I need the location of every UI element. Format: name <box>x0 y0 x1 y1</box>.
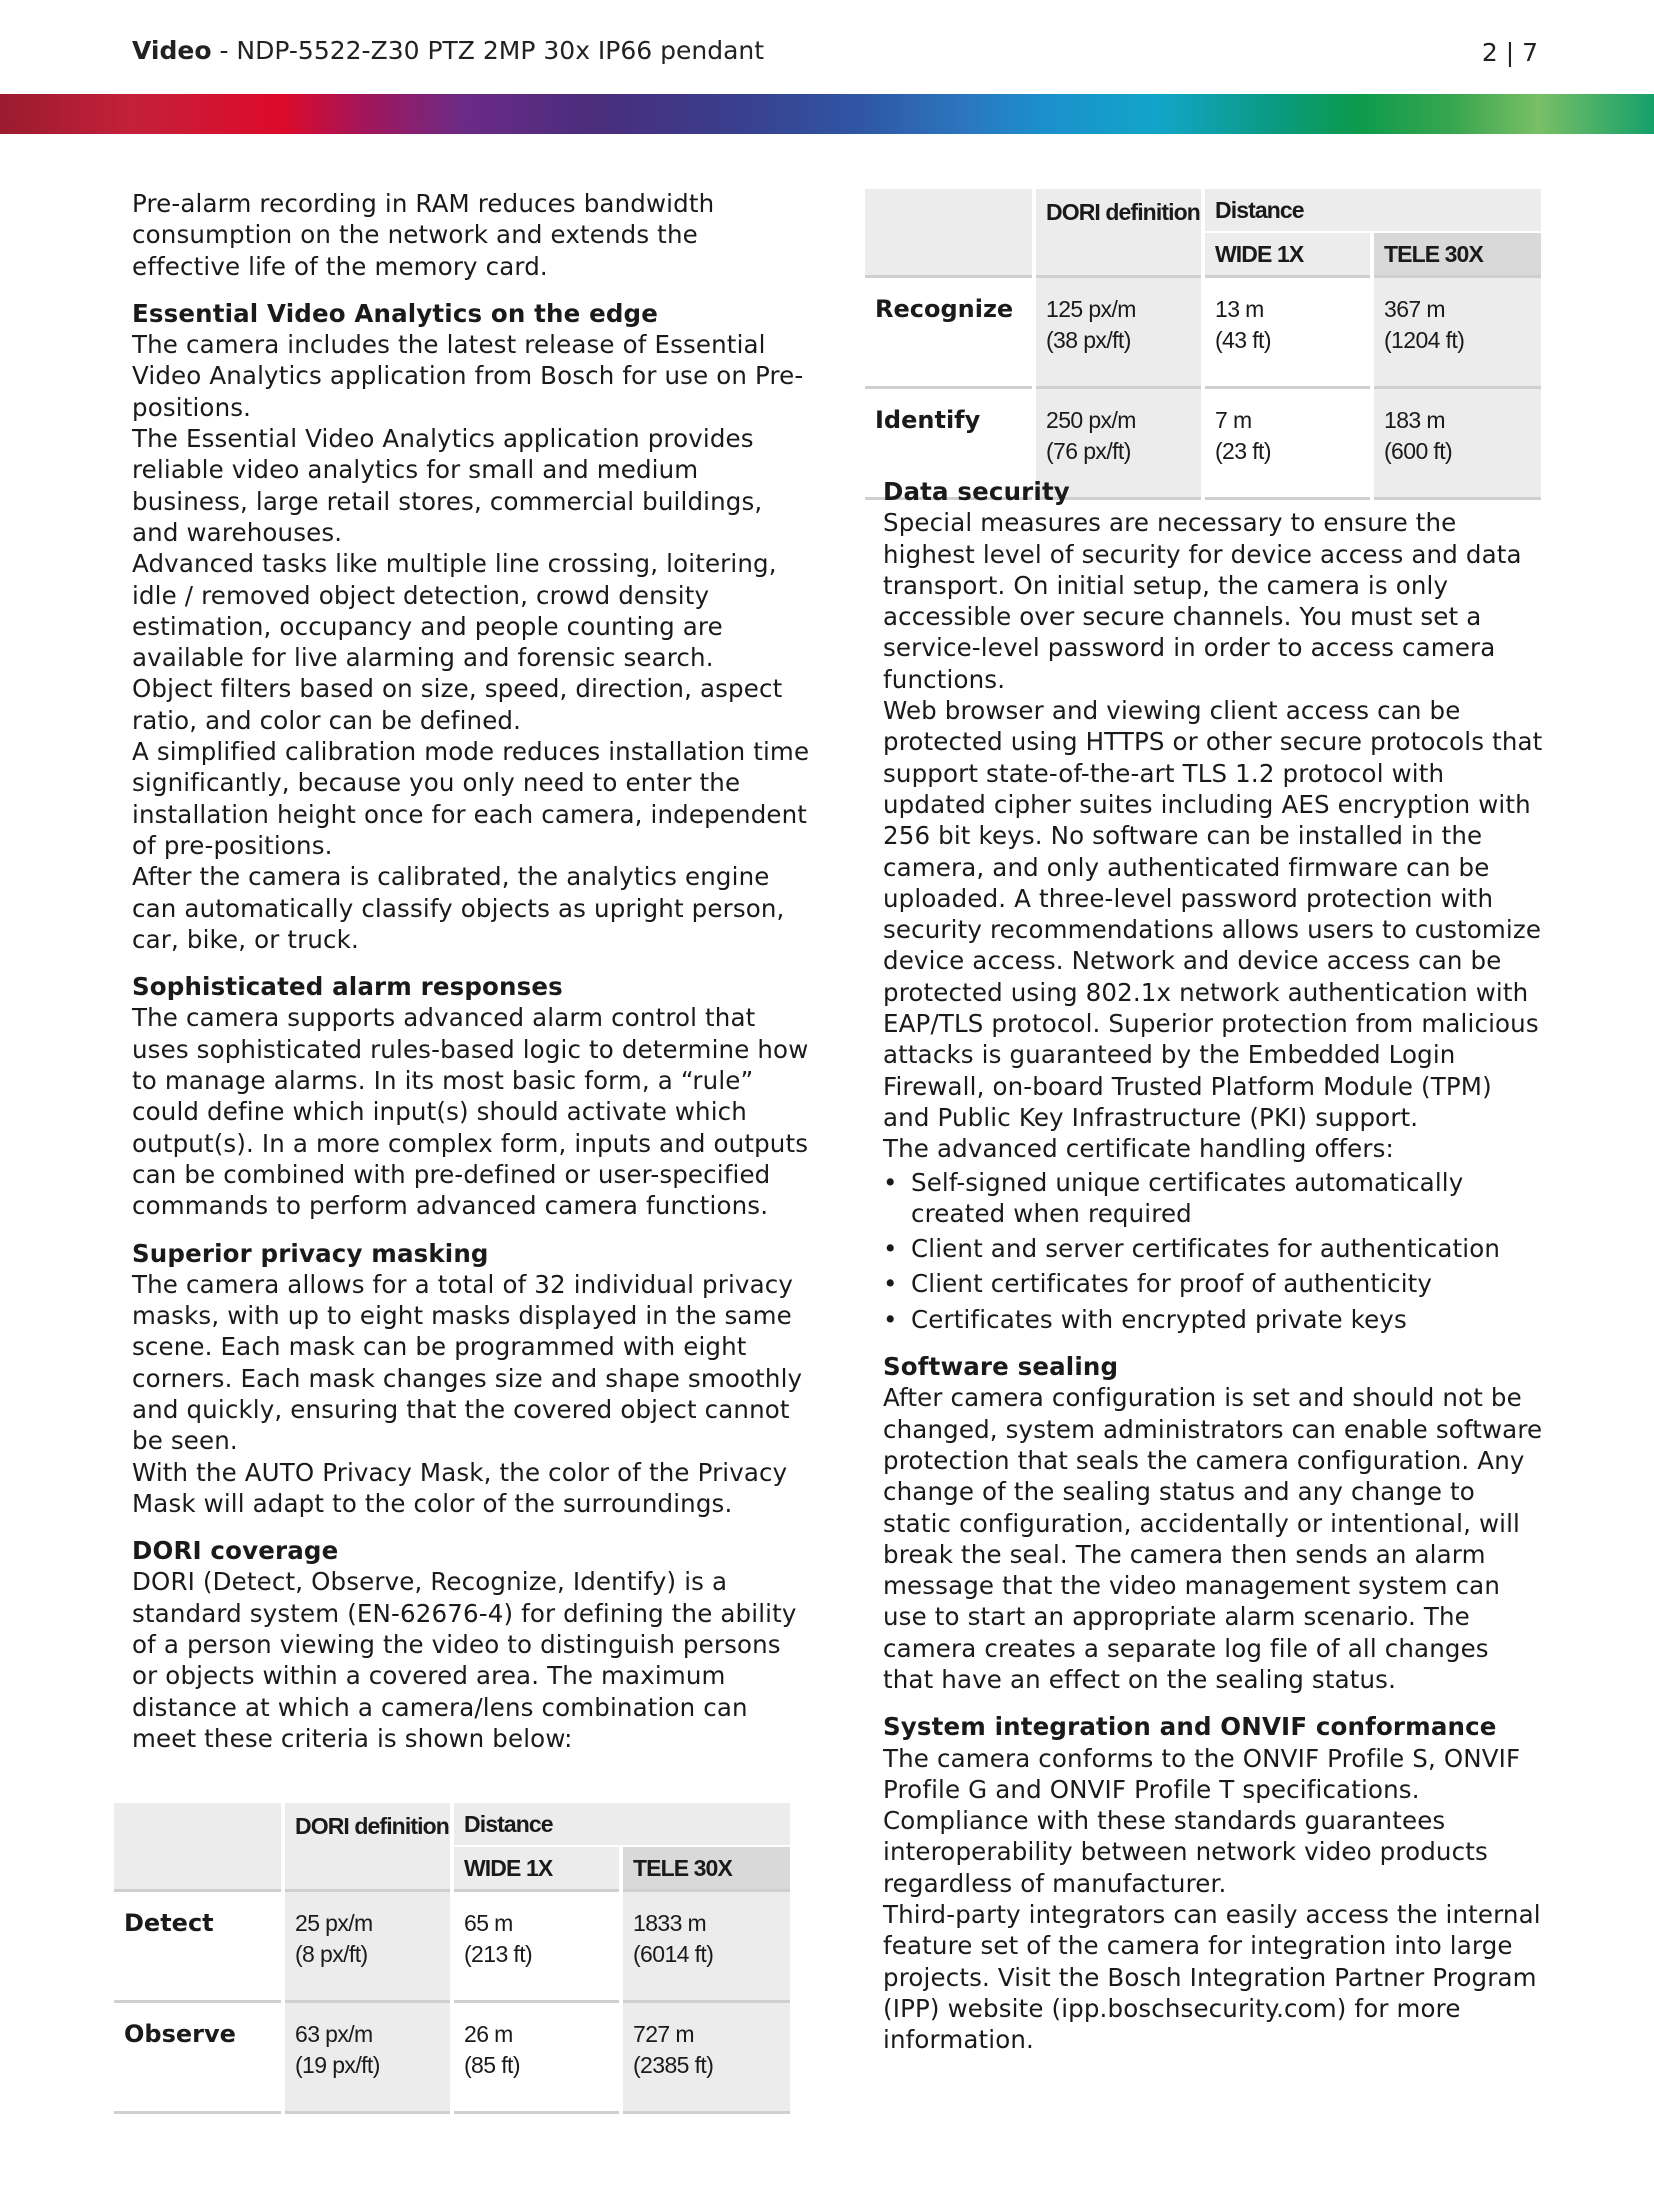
col-header-dori-definition: DORI definition <box>1034 189 1203 277</box>
onvif-paragraph: The camera conforms to the ONVIF Profile S, ONVIF Profile G and ONVIF Profile T specifications. Compliance with these standards guarantees interoperability between network video products regardless of manufacturer. <box>883 1743 1521 1898</box>
wide-distance-cell: 7 m (23 ft) <box>1203 388 1372 499</box>
dori-table-detect-observe <box>114 1803 790 2114</box>
col-header-dori-definition: DORI definition <box>283 1803 452 1891</box>
page-number: 2 | 7 <box>1481 38 1538 67</box>
dori-paragraph: DORI (Detect, Observe, Recognize, Identify) is a standard system (EN-62676-4) for defining the ability of a person viewing the video to distinguish persons or objects within a covered area. The maximum distance at which a camera/lens combination can meet these criteria is shown below: <box>132 1567 797 1753</box>
eva-paragraph: The camera includes the latest release of Essential Video Analytics application from Bosch for use on Pre-positions. <box>132 330 804 422</box>
wide-distance-cell: 26 m (85 ft) <box>452 2002 621 2113</box>
list-item: • Certificates with encrypted private keys <box>883 1304 1543 1335</box>
sealing-heading: Software sealing <box>883 1352 1119 1382</box>
col-header-distance: Distance <box>452 1803 790 1846</box>
col-header-distance: Distance <box>1203 189 1541 232</box>
dori-definition-cell: 25 px/m (8 px/ft) <box>283 1891 452 2002</box>
eva-paragraph: Object filters based on size, speed, direction, aspect ratio, and color can be defined. <box>132 674 783 735</box>
table-row <box>114 1891 790 2002</box>
dori-table-recognize-identify <box>865 189 1541 500</box>
list-item: • Self-signed unique certificates automatically created when required <box>883 1167 1543 1230</box>
row-label: Recognize <box>865 277 1034 388</box>
alarm-heading: Sophisticated alarm responses <box>132 972 563 1002</box>
col-header-wide: WIDE 1X <box>452 1846 621 1891</box>
brand-color-band <box>0 94 1654 134</box>
table-row <box>865 277 1541 388</box>
header-product-name: - NDP-5522-Z30 PTZ 2MP 30x IP66 pendant <box>211 36 765 65</box>
table-corner-cell <box>114 1803 283 1891</box>
col-header-wide: WIDE 1X <box>1203 232 1372 277</box>
row-label: Identify <box>865 388 1034 499</box>
right-column <box>883 476 1543 2056</box>
privacy-paragraph: With the AUTO Privacy Mask, the color of the Privacy Mask will adapt to the color of the surroundings. <box>132 1457 788 1518</box>
dori-definition-cell: 250 px/m (76 px/ft) <box>1034 388 1203 499</box>
security-paragraph: Special measures are necessary to ensure the highest level of security for device access and data transport. On initial setup, the camera is only accessible over secure channels. You must set a service-level password in order to access camera functions. <box>883 508 1522 694</box>
security-heading: Data security <box>883 477 1070 506</box>
eva-paragraph: After the camera is calibrated, the analytics engine can automatically classify objects as upright person, car, bike, or truck. <box>132 862 785 954</box>
eva-heading: Essential Video Analytics on the edge <box>132 298 658 328</box>
dori-definition-cell: 125 px/m (38 px/ft) <box>1034 277 1203 388</box>
left-column <box>132 188 812 1754</box>
page-header-title <box>132 36 764 65</box>
eva-paragraph: The Essential Video Analytics application provides reliable video analytics for small and medium business, large retail stores, commercial buildings, and warehouses. <box>132 424 763 547</box>
eva-paragraph: Advanced tasks like multiple line crossing, loitering, idle / removed object detection, crowd density estimation, occupancy and people counting are available for live alarming and forensic search. <box>132 549 777 673</box>
privacy-heading: Superior privacy masking <box>132 1238 489 1268</box>
onvif-paragraph: Third-party integrators can easily access the internal feature set of the camera for integration into large projects. Visit the Bosch Integration Partner Program (IPP) website (ipp.boschsecurity.com) for more information. <box>883 1900 1541 2055</box>
security-paragraph: Web browser and viewing client access can be protected using HTTPS or other secure protocols that support state-of-the-art TLS 1.2 protocol with updated cipher suites including AES encryption with 256 bit keys. No software can be installed in the camera, and only authenticated firmware can be uploaded. A three-level password protection with security recommendations allows users to customize device access. Network and device access can be protected using 802.1x network authentication with EAP/TLS protocol. Superior protection from malicious attacks is guaranteed by the Embedded Login Firewall, on-board Trusted Platform Module (TPM) and Public Key Infrastructure (PKI) support. <box>883 696 1543 1132</box>
wide-distance-cell: 65 m (213 ft) <box>452 1891 621 2002</box>
list-item: • Client and server certificates for authentication <box>883 1233 1543 1264</box>
row-label: Observe <box>114 2002 283 2113</box>
table-row <box>114 2002 790 2113</box>
col-header-tele: TELE 30X <box>621 1846 790 1891</box>
tele-distance-cell: 1833 m (6014 ft) <box>621 1891 790 2002</box>
tele-distance-cell: 727 m (2385 ft) <box>621 2002 790 2113</box>
privacy-paragraph: The camera allows for a total of 32 individual privacy masks, with up to eight masks displayed in the same scene. Each mask can be programmed with eight corners. Each mask changes size and shape smoothly and quickly, ensuring that the covered object cannot be seen. <box>132 1269 803 1456</box>
sealing-paragraph: After camera configuration is set and should not be changed, system administrators can enable software protection that seals the camera configuration. Any change of the sealing status and any change to static configuration, accidentally or intentional, will break the seal. The camera then sends an alarm message that the video management system can use to start an appropriate alarm scenario. The camera creates a separate log file of all changes that have an effect on the sealing status. <box>883 1383 1543 1694</box>
intro-paragraph: Pre-alarm recording in RAM reduces bandwidth consumption on the network and extends the effective life of the memory card. <box>132 189 715 281</box>
alarm-paragraph: The camera supports advanced alarm control that uses sophisticated rules-based logic to determine how to manage alarms. In its most basic form, a “rule” could define which input(s) should activate which output(s). In a more complex form, inputs and outputs can be combined with pre-defined or user-specified commands to perform advanced camera functions. <box>132 1003 809 1221</box>
tele-distance-cell: 183 m (600 ft) <box>1372 388 1541 499</box>
dori-definition-cell: 63 px/m (19 px/ft) <box>283 2002 452 2113</box>
eva-paragraph: A simplified calibration mode reduces installation time significantly, because you only need to enter the installation height once for each camera, independent of pre-positions. <box>132 737 810 860</box>
row-label: Detect <box>114 1891 283 2002</box>
list-item: • Client certificates for proof of authenticity <box>883 1268 1543 1299</box>
tele-distance-cell: 367 m (1204 ft) <box>1372 277 1541 388</box>
onvif-heading: System integration and ONVIF conformance <box>883 1712 1497 1742</box>
header-section-name: Video <box>132 36 212 65</box>
dori-heading: DORI coverage <box>132 1536 339 1566</box>
col-header-tele: TELE 30X <box>1372 232 1541 277</box>
security-paragraph: The advanced certificate handling offers: <box>883 1134 1394 1164</box>
wide-distance-cell: 13 m (43 ft) <box>1203 277 1372 388</box>
certificate-list <box>883 1167 1543 1335</box>
table-corner-cell <box>865 189 1034 277</box>
